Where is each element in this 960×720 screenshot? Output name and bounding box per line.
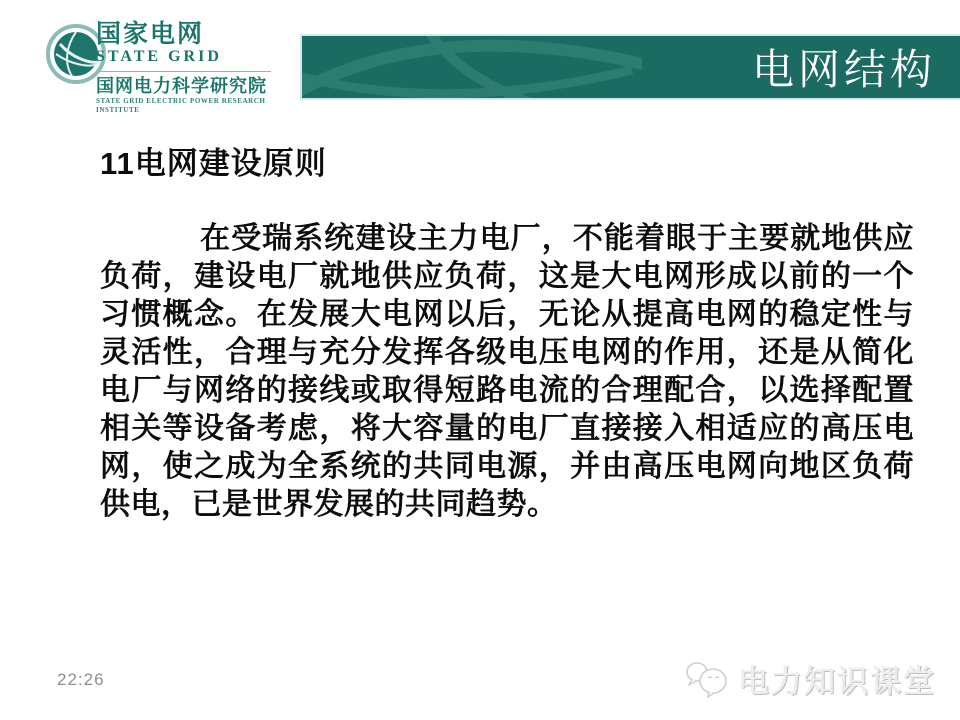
logo-org-name-cn: 国家电网 [96, 20, 205, 48]
watermark [684, 655, 936, 701]
logo-institute-cn: 国网电力科学研究院 [96, 76, 267, 96]
timestamp: 22:26 [57, 670, 105, 689]
header-banner [300, 34, 960, 100]
body-paragraph: 在受瑞系统建设主力电厂，不能着眼于主要就地供应负荷，建设电厂就地供应负荷，这是大电网形成以前的一个习惯概念。在发展大电网以后，无论从提高电网的稳定性与灵活性，合理与充分发挥各级电压电网的作用，还是从简化电厂与网络的接线或取得短路电流的合理配合，以选择配置相关等设备考虑，将大容量的电厂直接接入相适应的高压电网，使之成为全系统的共同电源，并由高压电网向地区负荷供电，已是世界发展的共同趋势。 [100, 222, 914, 521]
watermark-text: 电力知识课堂 [738, 663, 936, 699]
globe-lines-decoration-icon [302, 36, 642, 98]
slide-title: 11电网建设原则 [100, 146, 327, 181]
banner-title: 电网结构 [751, 48, 936, 94]
state-grid-logo [46, 20, 296, 114]
logo-institute-en: STATE GRID ELECTRIC POWER RESEARCH INSTITUTE [96, 97, 266, 114]
logo-org-name-en: STATE GRID [96, 48, 222, 65]
logo-divider [96, 71, 271, 72]
chat-bubbles-icon [684, 657, 730, 699]
